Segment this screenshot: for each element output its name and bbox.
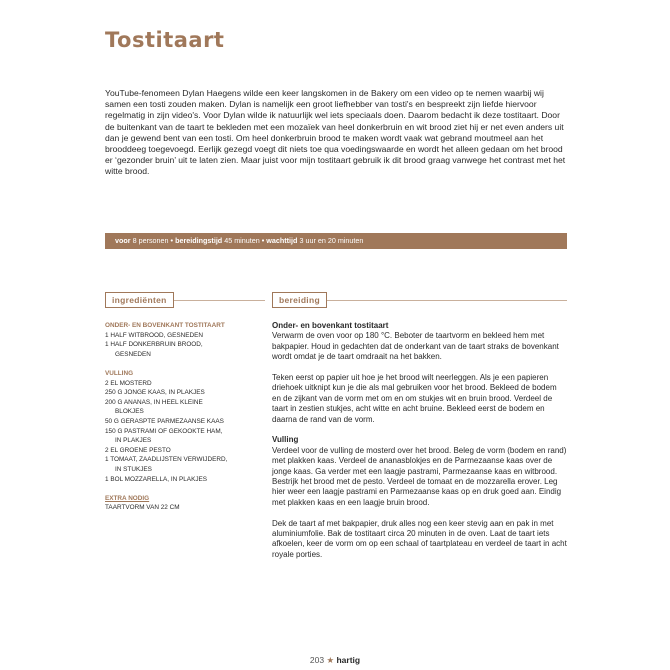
preparation-paragraph: Verdeel voor de vulling de mosterd over het brood. Beleg de vorm (bodem en rand) met plakken kaas. Verdeel de ananasblokjes en de Parmezaanse kaas over de jonge kaas. Ga verder met een laagje pastrami, Parmezaanse kaas en witbrood. Bestrijk het brood met de pesto. Verdeel de tomaat en de mozzarella erover. Leg hier weer een laagje pastrami en Parmezaanse kaas op en druk goed aan. Eindig met plakken kaas en een laagje bruin brood. [272,445,567,507]
ingredient-item: IN PLAKJES [115,437,152,445]
ingredient-item: 200 G ANANAS, IN HEEL KLEINE [105,398,203,406]
ingredient-item: 1 BOL MOZZARELLA, IN PLAKJES [105,475,208,483]
servings-value: 8 personen [132,236,169,245]
separator-dot: • [170,236,174,245]
ingredient-item: 2 EL MOSTERD [105,379,152,387]
page-footer [0,655,670,666]
wait-time-label: wachttijd [266,236,298,245]
ingredient-item: 150 G PASTRAMI OF GEKOOKTE HAM, [105,427,223,435]
ingredient-item: 1 HALF WITBROOD, GESNEDEN [105,331,204,339]
ingredient-item: 250 G JONGE KAAS, IN PLAKJES [105,389,205,397]
separator-dot: • [261,236,265,245]
recipe-title: Tostitaart [105,28,225,52]
preparation-paragraph: Teken eerst op papier uit hoe je het brood wilt neerleggen. Als je een papieren driehoek uitknipt kun je die als mal gebruiken voor het brood. Bekleed de bodem en de zijkant van de vorm met om en om stukjes wit en bruin brood. Verdeel de taart in zestien stukjes, acht witte en acht bruine. Bekleed eerst de bodem en daarna de rand van de vorm. [272,373,557,424]
star-icon: ★ [326,655,335,665]
preparation-paragraph: Verwarm de oven voor op 180 °C. Beboter de taartvorm en bekleed hem met bakpapier. Houd in gedachten dat de onderkant van de taart straks de bovenkant wordt omdat je de taart omdraait na het bakken. [272,331,559,362]
ingredients-heading: ingrediënten [105,292,174,308]
wait-time-value: 3 uur en 20 minuten [299,236,364,245]
preparation-heading: bereiding [272,292,327,308]
info-bar [105,233,567,249]
prep-time-value: 45 minuten [224,236,260,245]
prep-time-label: bereidingstijd [175,236,223,245]
preparation-text [272,321,567,571]
ingredients-section-title: ONDER- EN BOVENKANT TOSTITAART [105,322,225,329]
ingredient-item: 1 TOMAAT, ZAADLIJSTEN VERWIJDERD, [105,456,228,464]
ingredient-item: BLOKJES [115,408,144,416]
page-number: 203 [309,655,325,665]
ingredients-section-title: EXTRA NODIG [105,494,150,502]
ingredients-list [105,321,265,513]
ingredient-item: 50 G GERASPTE PARMEZAANSE KAAS [105,417,224,425]
preparation-subheading: Vulling [272,435,299,445]
intro-text: YouTube-fenomeen Dylan Haegens wilde een keer langskomen in de Bakery om een video op te nemen waarbij wij samen een tosti zouden maken. Dylan is namelijk een groot liefhebber van tosti's en bespreekt zijn liefde hiervoor regelmatig in zijn video's. Voor Dylan wilde ik natuurlijk wel iets speciaals doen. Daarom bedacht ik deze tostitaart. Door de buitenkant van de taart te bekleden met een mozaïek van heel donkerbruin en wit brood ziet hij er net even anders uit dan je gewend bent van een tosti. Om heel donkerbruin brood te maken wordt vaak wat gebrand moutmeel aan het brooddeeg toegevoegd. Eerlijk gezegd voegt dit niets toe qua voedingswaarde en wordt het alleen gedaan om het brood er ‘gezonder bruin’ uit te laten zien. Maar juist voor mijn tostitaart gebruik ik dit brood graag vanwege het contrast met het witte brood. [105,88,566,177]
servings-label: voor [115,236,131,245]
preparation-subheading: Onder- en bovenkant tostitaart [272,321,389,330]
ingredient-item: 1 HALF DONKERBRUIN BROOD, [105,341,203,349]
section-name: hartig [336,655,361,665]
ingredient-item: TAARTVORM VAN 22 CM [105,504,180,512]
ingredients-section-title: VULLING [105,369,134,377]
ingredient-item: 2 EL GROENE PESTO [105,446,171,454]
ingredient-item: GESNEDEN [115,350,151,358]
preparation-paragraph: Dek de taart af met bakpapier, druk alles nog een keer stevig aan en pak in met aluminiumfolie. Bak de tostitaart circa 20 minuten in de oven. Laat de taart iets afkoelen, keer de vorm om op een schaal of taartplateau en verdeel de taart in acht royale porties. [272,518,567,559]
ingredient-item: IN STUKJES [115,465,152,473]
